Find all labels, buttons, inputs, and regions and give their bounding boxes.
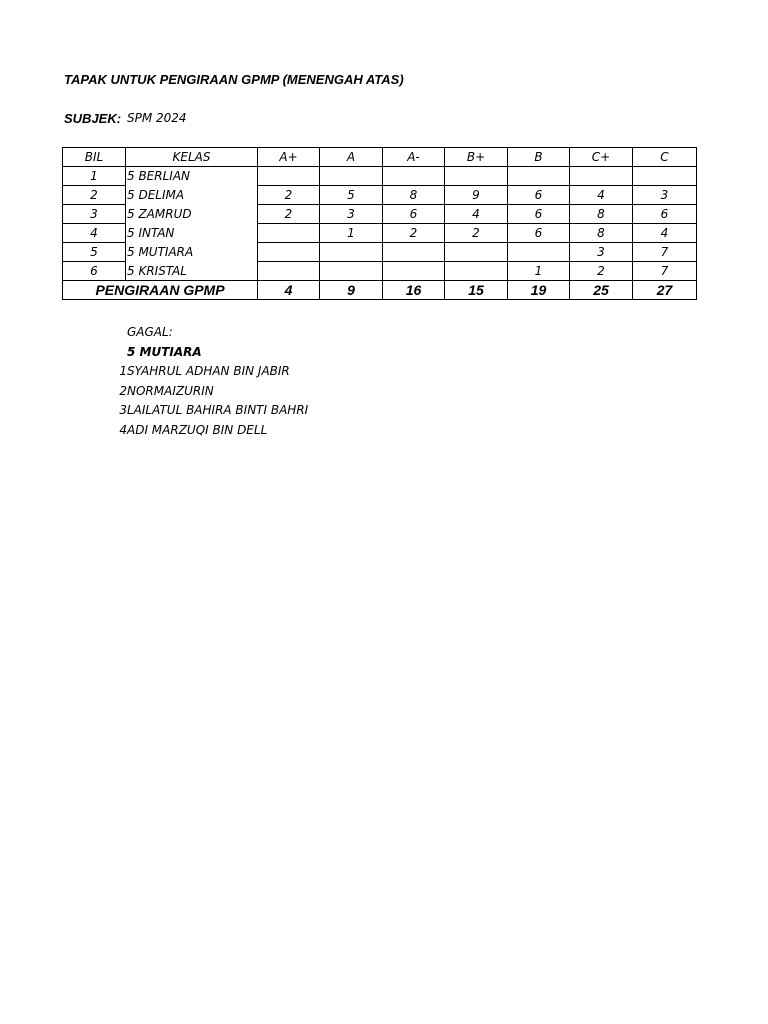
student-name: NORMAIZURIN	[127, 383, 214, 398]
table-header-row	[63, 148, 697, 167]
subject-label: SUBJEK:	[64, 111, 122, 126]
grade-cell: 6	[508, 224, 570, 243]
table-row	[63, 243, 697, 262]
kelas-cell: 5 ZAMRUD	[126, 205, 258, 224]
fail-class-name: 5 MUTIARA	[127, 344, 202, 359]
student-number: 3	[119, 403, 127, 417]
bil-cell: 4	[63, 224, 126, 243]
grade-cell: 6	[508, 205, 570, 224]
grade-cell: 3	[320, 205, 383, 224]
grade-cell	[633, 167, 697, 186]
student-name: ADI MARZUQI BIN DELL	[127, 422, 268, 437]
grade-cell: 2	[570, 262, 633, 281]
grade-cell: 6	[508, 186, 570, 205]
column-header-bil: BIL	[63, 148, 126, 167]
grade-cell: 8	[570, 205, 633, 224]
grade-cell: 9	[445, 186, 508, 205]
list-item	[100, 382, 308, 402]
grade-cell: 2	[383, 224, 445, 243]
grade-cell: 7	[633, 243, 697, 262]
grade-table	[62, 147, 697, 300]
total-label: PENGIRAAN GPMP	[63, 281, 258, 300]
grade-cell: 5	[320, 186, 383, 205]
total-cell: 27	[633, 281, 697, 300]
grade-cell	[320, 262, 383, 281]
grade-cell	[383, 262, 445, 281]
grade-cell: 8	[383, 186, 445, 205]
total-cell: 4	[258, 281, 320, 300]
bil-cell: 2	[63, 186, 126, 205]
student-number: 1	[119, 364, 127, 378]
grade-cell	[508, 243, 570, 262]
total-cell: 9	[320, 281, 383, 300]
total-cell: 15	[445, 281, 508, 300]
grade-cell	[320, 243, 383, 262]
student-name: SYAHRUL ADHAN BIN JABIR	[127, 364, 290, 378]
bil-cell: 3	[63, 205, 126, 224]
grade-cell: 4	[570, 186, 633, 205]
column-header-a-minus: A-	[383, 148, 445, 167]
grade-cell	[258, 262, 320, 281]
bil-cell: 5	[63, 243, 126, 262]
column-header-a-plus: A+	[258, 148, 320, 167]
grade-cell: 1	[320, 224, 383, 243]
kelas-cell: 5 MUTIARA	[126, 243, 258, 262]
grade-cell: 2	[445, 224, 508, 243]
grade-cell	[258, 167, 320, 186]
kelas-cell: 5 BERLIAN	[126, 167, 258, 186]
total-cell: 19	[508, 281, 570, 300]
table-row	[63, 186, 697, 205]
kelas-cell: 5 KRISTAL	[126, 262, 258, 281]
table-row	[63, 224, 697, 243]
grade-cell	[445, 167, 508, 186]
column-header-kelas: KELAS	[126, 148, 258, 167]
subject-value: SPM 2024	[127, 111, 187, 125]
grade-cell	[570, 167, 633, 186]
table-row	[63, 167, 697, 186]
list-item	[100, 362, 308, 382]
grade-cell	[258, 224, 320, 243]
table-row	[63, 262, 697, 281]
grade-cell: 6	[383, 205, 445, 224]
table-row	[63, 205, 697, 224]
column-header-c: C	[633, 148, 697, 167]
list-item	[100, 421, 308, 441]
list-item	[100, 401, 308, 421]
total-row	[63, 281, 697, 300]
kelas-cell: 5 DELIMA	[126, 186, 258, 205]
fail-label: GAGAL:	[127, 325, 173, 339]
bil-cell: 1	[63, 167, 126, 186]
grade-cell: 3	[570, 243, 633, 262]
grade-cell: 1	[508, 262, 570, 281]
grade-cell: 7	[633, 262, 697, 281]
grade-cell: 6	[633, 205, 697, 224]
column-header-a: A	[320, 148, 383, 167]
grade-cell	[320, 167, 383, 186]
total-cell: 16	[383, 281, 445, 300]
document-title: TAPAK UNTUK PENGIRAAN GPMP (MENENGAH ATAS)	[64, 72, 404, 87]
grade-cell	[445, 243, 508, 262]
kelas-cell: 5 INTAN	[126, 224, 258, 243]
bil-cell: 6	[63, 262, 126, 281]
student-number: 4	[119, 422, 127, 437]
grade-cell	[508, 167, 570, 186]
grade-cell: 3	[633, 186, 697, 205]
column-header-b-plus: B+	[445, 148, 508, 167]
grade-cell: 4	[445, 205, 508, 224]
fail-section	[100, 323, 308, 440]
grade-cell	[445, 262, 508, 281]
grade-cell: 2	[258, 186, 320, 205]
column-header-c-plus: C+	[570, 148, 633, 167]
student-number: 2	[119, 383, 127, 398]
grade-cell: 8	[570, 224, 633, 243]
grade-cell: 4	[633, 224, 697, 243]
column-header-b: B	[508, 148, 570, 167]
grade-cell	[383, 167, 445, 186]
grade-cell: 2	[258, 205, 320, 224]
total-cell: 25	[570, 281, 633, 300]
grade-cell	[258, 243, 320, 262]
student-name: LAILATUL BAHIRA BINTI BAHRI	[127, 403, 309, 417]
grade-cell	[383, 243, 445, 262]
